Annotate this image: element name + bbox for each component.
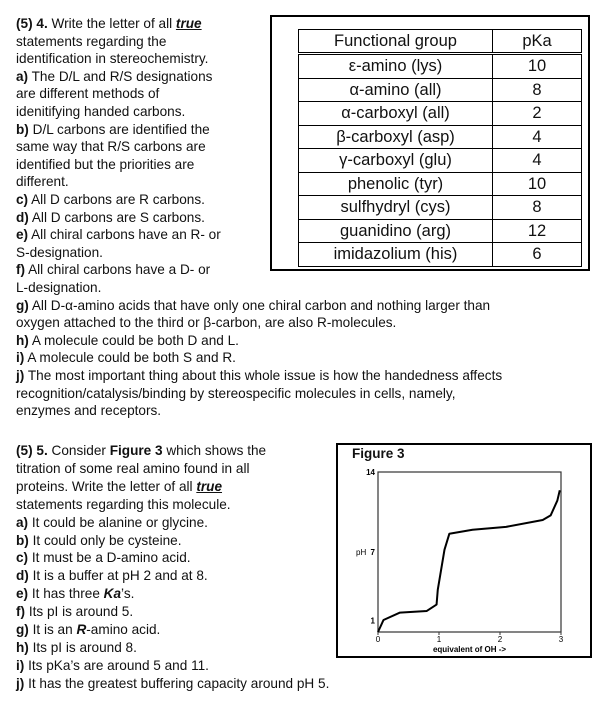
- text: -amino acid.: [86, 622, 161, 637]
- text-line: [16, 226, 221, 243]
- text-line: [16, 173, 69, 190]
- emphasis-true: true: [196, 478, 223, 494]
- item-label: c): [16, 192, 29, 207]
- text: L-designation.: [16, 280, 102, 295]
- text: The D/L and R/S designations: [28, 68, 213, 84]
- text: It has the greatest buffering capacity around pH 5.: [24, 675, 330, 691]
- table-row: [299, 125, 582, 149]
- text: Write the letter of all: [47, 16, 176, 31]
- functional-group: β-carboxyl (asp): [299, 125, 493, 149]
- item-label: i): [16, 657, 25, 673]
- text-line: [16, 478, 222, 495]
- functional-group: sulfhydryl (cys): [299, 196, 493, 220]
- x-axis-label: equivalent of OH ->: [432, 645, 507, 654]
- text: Its pI is around 5.: [25, 604, 134, 620]
- emphasis: Ka: [103, 586, 122, 602]
- item-label: a): [16, 68, 29, 84]
- text: It could only be cysteine.: [28, 532, 182, 548]
- pka-value: 4: [493, 149, 582, 173]
- text-line: [16, 585, 134, 602]
- item-label: h): [16, 639, 29, 655]
- item-label: f): [16, 604, 26, 620]
- y-tick-label: 14: [366, 468, 375, 477]
- y-tick-label: 7: [370, 548, 375, 557]
- item-label: g): [16, 622, 29, 637]
- text: A molecule could be both S and R.: [24, 350, 236, 366]
- text-line: [16, 549, 191, 566]
- item-label: d): [16, 568, 29, 584]
- text-line: [16, 121, 210, 138]
- text: It is a buffer at pH 2 and at 8.: [28, 568, 208, 584]
- functional-group: γ-carboxyl (glu): [299, 149, 493, 173]
- pka-table: [298, 29, 582, 267]
- text: which shows the: [162, 443, 267, 458]
- text: All chiral carbons have an R- or: [28, 227, 221, 243]
- text-line: [16, 496, 231, 513]
- text-line: [16, 191, 205, 208]
- text-line: [16, 261, 210, 278]
- text-line: [16, 244, 103, 261]
- text-line: [16, 385, 456, 402]
- text: It must be a D-amino acid.: [28, 550, 191, 566]
- functional-group: α-carboxyl (all): [299, 102, 493, 126]
- item-label: f): [16, 262, 26, 278]
- text-line: [16, 103, 185, 120]
- table-row: [299, 219, 582, 243]
- text: All chiral carbons have a D- or: [25, 262, 211, 278]
- item-label: h): [16, 332, 29, 348]
- text: All D carbons are R carbons.: [28, 192, 205, 207]
- text-line: [16, 50, 208, 67]
- text: It is an: [28, 622, 77, 637]
- pka-value: 4: [493, 125, 582, 149]
- text-line: [16, 314, 396, 331]
- text: A molecule could be both D and L.: [28, 332, 239, 348]
- item-label: i): [16, 350, 25, 366]
- text: different.: [16, 174, 69, 190]
- text-line: [16, 460, 249, 477]
- table-row: [299, 149, 582, 173]
- text-line: [16, 567, 208, 584]
- text: same way that R/S carbons are: [16, 139, 206, 155]
- text: statements regarding this molecule.: [16, 496, 231, 512]
- text-line: [16, 367, 502, 384]
- text-line: [16, 402, 161, 419]
- text: All D carbons are S carbons.: [28, 209, 205, 225]
- figure-title: Figure 3: [352, 446, 405, 461]
- pka-value: 10: [493, 172, 582, 196]
- y-tick-label: 1: [370, 616, 375, 626]
- pka-value: 8: [493, 78, 582, 102]
- text: It has three: [28, 586, 104, 602]
- text-line: [16, 442, 266, 459]
- x-tick-label: 3: [558, 635, 564, 644]
- pka-value: 12: [493, 219, 582, 243]
- header-pka: pKa: [493, 30, 582, 54]
- text-line: [16, 279, 101, 296]
- item-label: d): [16, 209, 29, 225]
- text-line: [16, 349, 236, 366]
- functional-group: guanidino (arg): [299, 219, 493, 243]
- functional-group: α-amino (all): [299, 78, 493, 102]
- text: proteins. Write the letter of all: [16, 478, 197, 494]
- text: enzymes and receptors.: [16, 403, 162, 419]
- item-label: j): [16, 675, 25, 691]
- item-label: c): [16, 550, 29, 566]
- text-line: [16, 297, 490, 314]
- item-label: b): [16, 532, 29, 548]
- x-tick-label: 0: [375, 635, 381, 644]
- table-row: [299, 78, 582, 102]
- text-line: [16, 33, 166, 50]
- text: S-designation.: [16, 244, 103, 260]
- item-label: e): [16, 586, 29, 602]
- item-label: j): [16, 368, 25, 383]
- text-line: [16, 514, 208, 531]
- text: identified but the priorities are: [16, 156, 195, 172]
- table-header-row: [299, 30, 582, 54]
- item-label: a): [16, 514, 29, 530]
- emphasis: R: [76, 622, 87, 637]
- functional-group: phenolic (tyr): [299, 172, 493, 196]
- pka-value: 2: [493, 102, 582, 126]
- table-row: [299, 54, 582, 79]
- text: titration of some real amino found in all: [16, 460, 250, 476]
- text: Consider: [47, 443, 110, 458]
- emphasis-true: true: [175, 16, 202, 31]
- text-line: [16, 85, 159, 102]
- functional-group: imidazolium (his): [299, 243, 493, 267]
- text-line: [16, 675, 329, 692]
- pka-value: 10: [493, 54, 582, 79]
- text: statements regarding the: [16, 33, 167, 49]
- text: D/L carbons are identified the: [28, 121, 210, 137]
- text: are different methods of: [16, 86, 160, 102]
- table-row: [299, 196, 582, 220]
- text-line: [16, 15, 202, 32]
- text: The most important thing about this whole issue is how the handedness affects: [24, 368, 503, 383]
- text-line: [16, 603, 133, 620]
- pka-value: 6: [493, 243, 582, 267]
- text: oxygen attached to the third or β-carbon, are also R-molecules.: [16, 315, 397, 331]
- functional-group: ε-amino (lys): [299, 54, 493, 79]
- text: ’s.: [121, 586, 135, 602]
- header-functional-group: Functional group: [299, 30, 493, 54]
- text-line: [16, 621, 160, 638]
- text: identification in stereochemistry.: [16, 51, 209, 67]
- text-line: [16, 639, 137, 656]
- item-label: (5) 5.: [16, 443, 48, 458]
- table-row: [299, 102, 582, 126]
- table-row: [299, 243, 582, 267]
- text-line: [16, 209, 205, 226]
- text: It could be alanine or glycine.: [28, 514, 208, 530]
- text-line: [16, 532, 181, 549]
- text: Its pKa’s are around 5 and 11.: [24, 657, 209, 673]
- plot-area: [378, 472, 561, 632]
- text-line: [16, 657, 209, 674]
- text-line: [16, 138, 206, 155]
- figure-reference: Figure 3: [109, 443, 163, 458]
- titration-chart: [336, 460, 592, 656]
- item-label: g): [16, 297, 29, 313]
- y-axis-label: pH: [356, 548, 367, 557]
- text-line: [16, 332, 239, 349]
- text: idenitifying handed carbons.: [16, 104, 186, 119]
- x-tick-label: 1: [436, 635, 442, 644]
- item-label: e): [16, 227, 29, 243]
- item-label: (5) 4.: [16, 16, 48, 31]
- text-line: [16, 68, 212, 85]
- text: recognition/catalysis/binding by stereospecific molecules in cells, namely,: [16, 385, 456, 401]
- x-tick-label: 2: [497, 635, 503, 644]
- text-line: [16, 156, 194, 173]
- text: All D-α-amino acids that have only one chiral carbon and nothing larger than: [28, 297, 491, 313]
- table-row: [299, 172, 582, 196]
- item-label: b): [16, 121, 29, 137]
- text: Its pI is around 8.: [28, 639, 137, 655]
- pka-value: 8: [493, 196, 582, 220]
- titration-curve: [378, 490, 560, 632]
